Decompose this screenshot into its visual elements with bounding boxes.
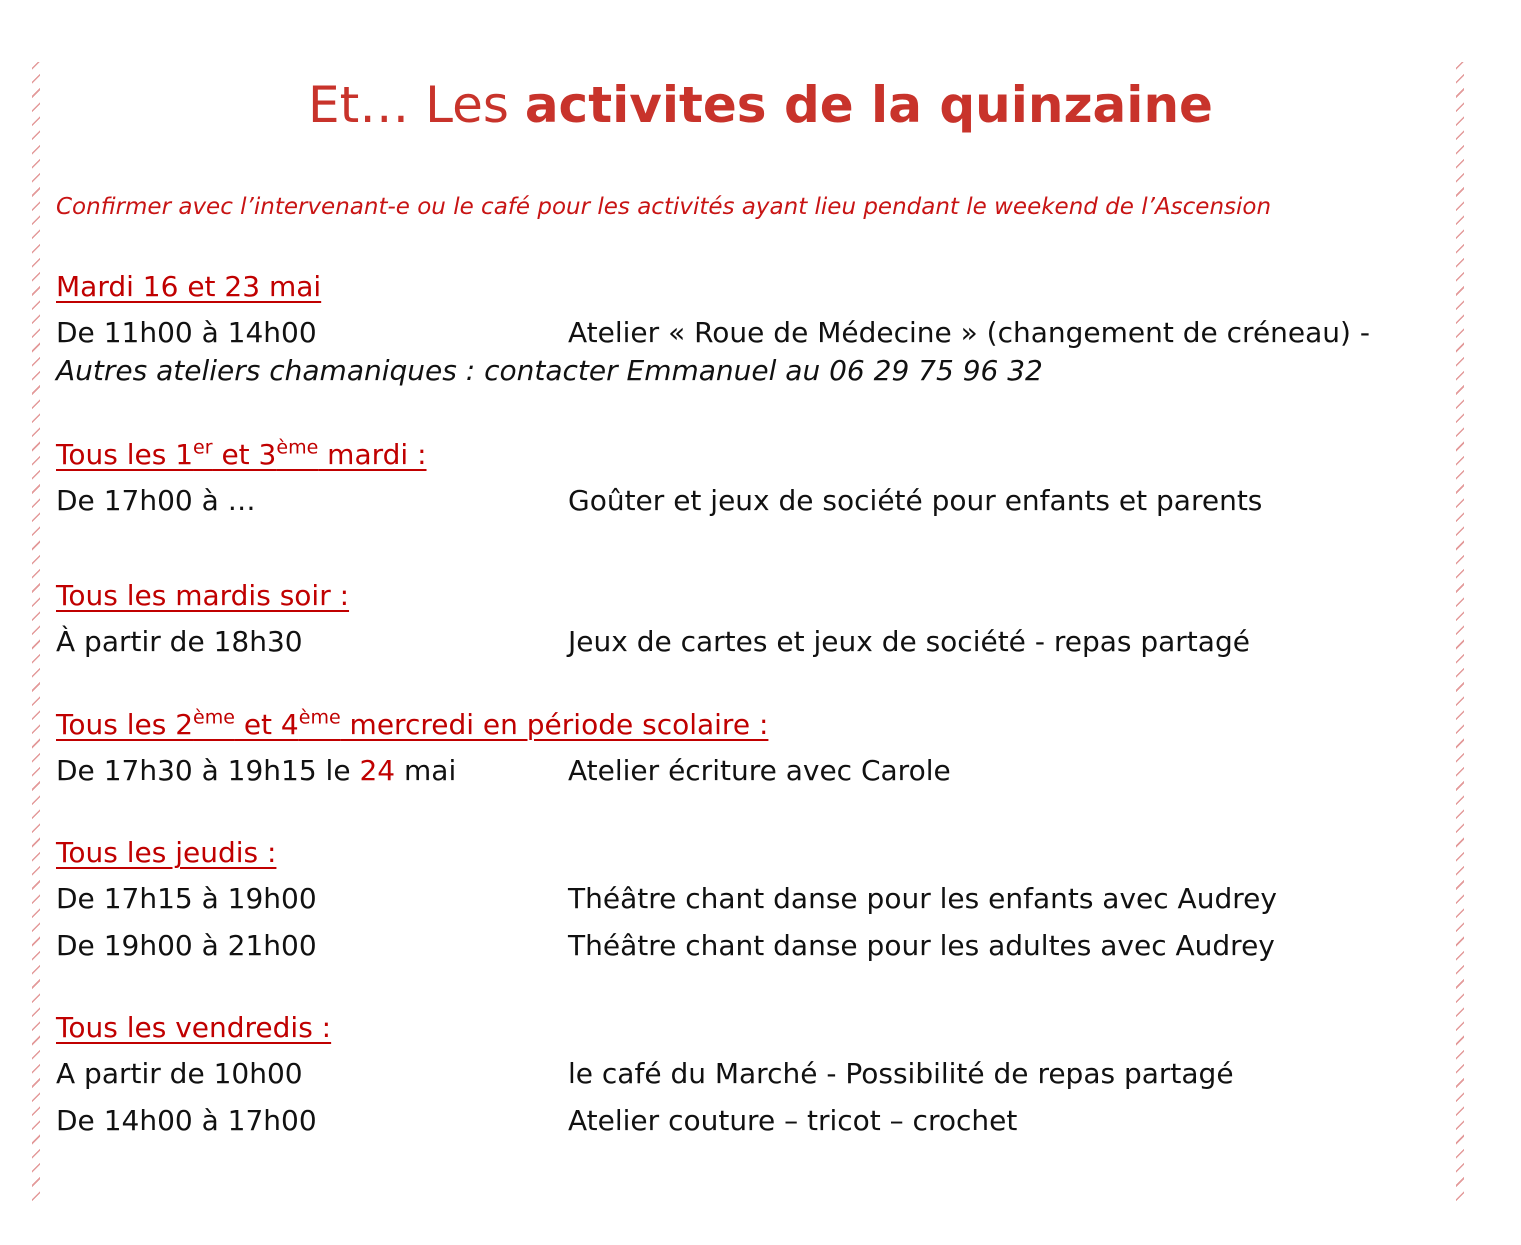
row-time: De 11h00 à 14h00 <box>56 316 317 349</box>
section-heading: Tous les 2ème et 4ème mercredi en période scolaire : <box>56 706 769 741</box>
row-activity: Jeux de cartes et jeux de société - repas partagé <box>568 625 1250 658</box>
row-time: De 17h15 à 19h00 <box>56 882 317 915</box>
section-mardis-soir <box>56 579 1446 671</box>
title-bold: activites de la quinzaine <box>524 76 1213 134</box>
schedule-row <box>56 928 1446 975</box>
row-activity: Théâtre chant danse pour les adultes avec Audrey <box>568 929 1275 962</box>
section-mardi-16-23 <box>56 270 1446 388</box>
row-activity: le café du Marché - Possibilité de repas partagé <box>568 1057 1234 1090</box>
row-time: De 17h30 à 19h15 le 24 mai <box>56 754 457 787</box>
row-activity: Atelier écriture avec Carole <box>568 754 951 787</box>
row-activity: Goûter et jeux de société pour enfants et parents <box>568 484 1263 517</box>
section-mercredi <box>56 708 1446 800</box>
schedule-row <box>56 1056 1446 1103</box>
row-activity: Atelier couture – tricot – crochet <box>568 1104 1018 1137</box>
chamanic-contact-line: Autres ateliers chamaniques : contacter Emmanuel au 06 29 75 96 32 <box>56 354 1043 387</box>
title-prefix: Et… Les <box>308 76 525 134</box>
section-1er-3eme-mardi <box>56 438 1446 530</box>
row-time: De 14h00 à 17h00 <box>56 1104 317 1137</box>
schedule-row <box>56 881 1446 928</box>
row-time: A partir de 10h00 <box>56 1057 303 1090</box>
schedule-row <box>56 624 1446 671</box>
section-heading: Tous les vendredis : <box>56 1011 332 1044</box>
section-heading: Tous les mardis soir : <box>56 579 350 612</box>
decorative-border-right <box>1456 62 1464 1202</box>
schedule-row <box>56 483 1446 530</box>
section-heading: Tous les jeudis : <box>56 836 277 869</box>
row-time: À partir de 18h30 <box>56 625 303 658</box>
schedule-row <box>56 315 1446 362</box>
section-heading: Mardi 16 et 23 mai <box>56 270 322 303</box>
section-vendredis <box>56 1011 1446 1150</box>
page-title <box>0 78 1521 133</box>
section-heading: Tous les 1er et 3ème mardi : <box>56 436 427 471</box>
row-time: De 19h00 à 21h00 <box>56 929 317 962</box>
section-jeudis <box>56 836 1446 975</box>
row-activity: Théâtre chant danse pour les enfants avec Audrey <box>568 882 1277 915</box>
row-time: De 17h00 à … <box>56 484 256 517</box>
schedule-row <box>56 753 1446 800</box>
decorative-border-left <box>32 62 40 1202</box>
schedule-row <box>56 1103 1446 1150</box>
row-activity: Atelier « Roue de Médecine » (changement de créneau) - <box>568 316 1370 349</box>
ascension-note: Confirmer avec l’intervenant-e ou le café pour les activités ayant lieu pendant le weekend de l’Ascension <box>56 194 1272 220</box>
